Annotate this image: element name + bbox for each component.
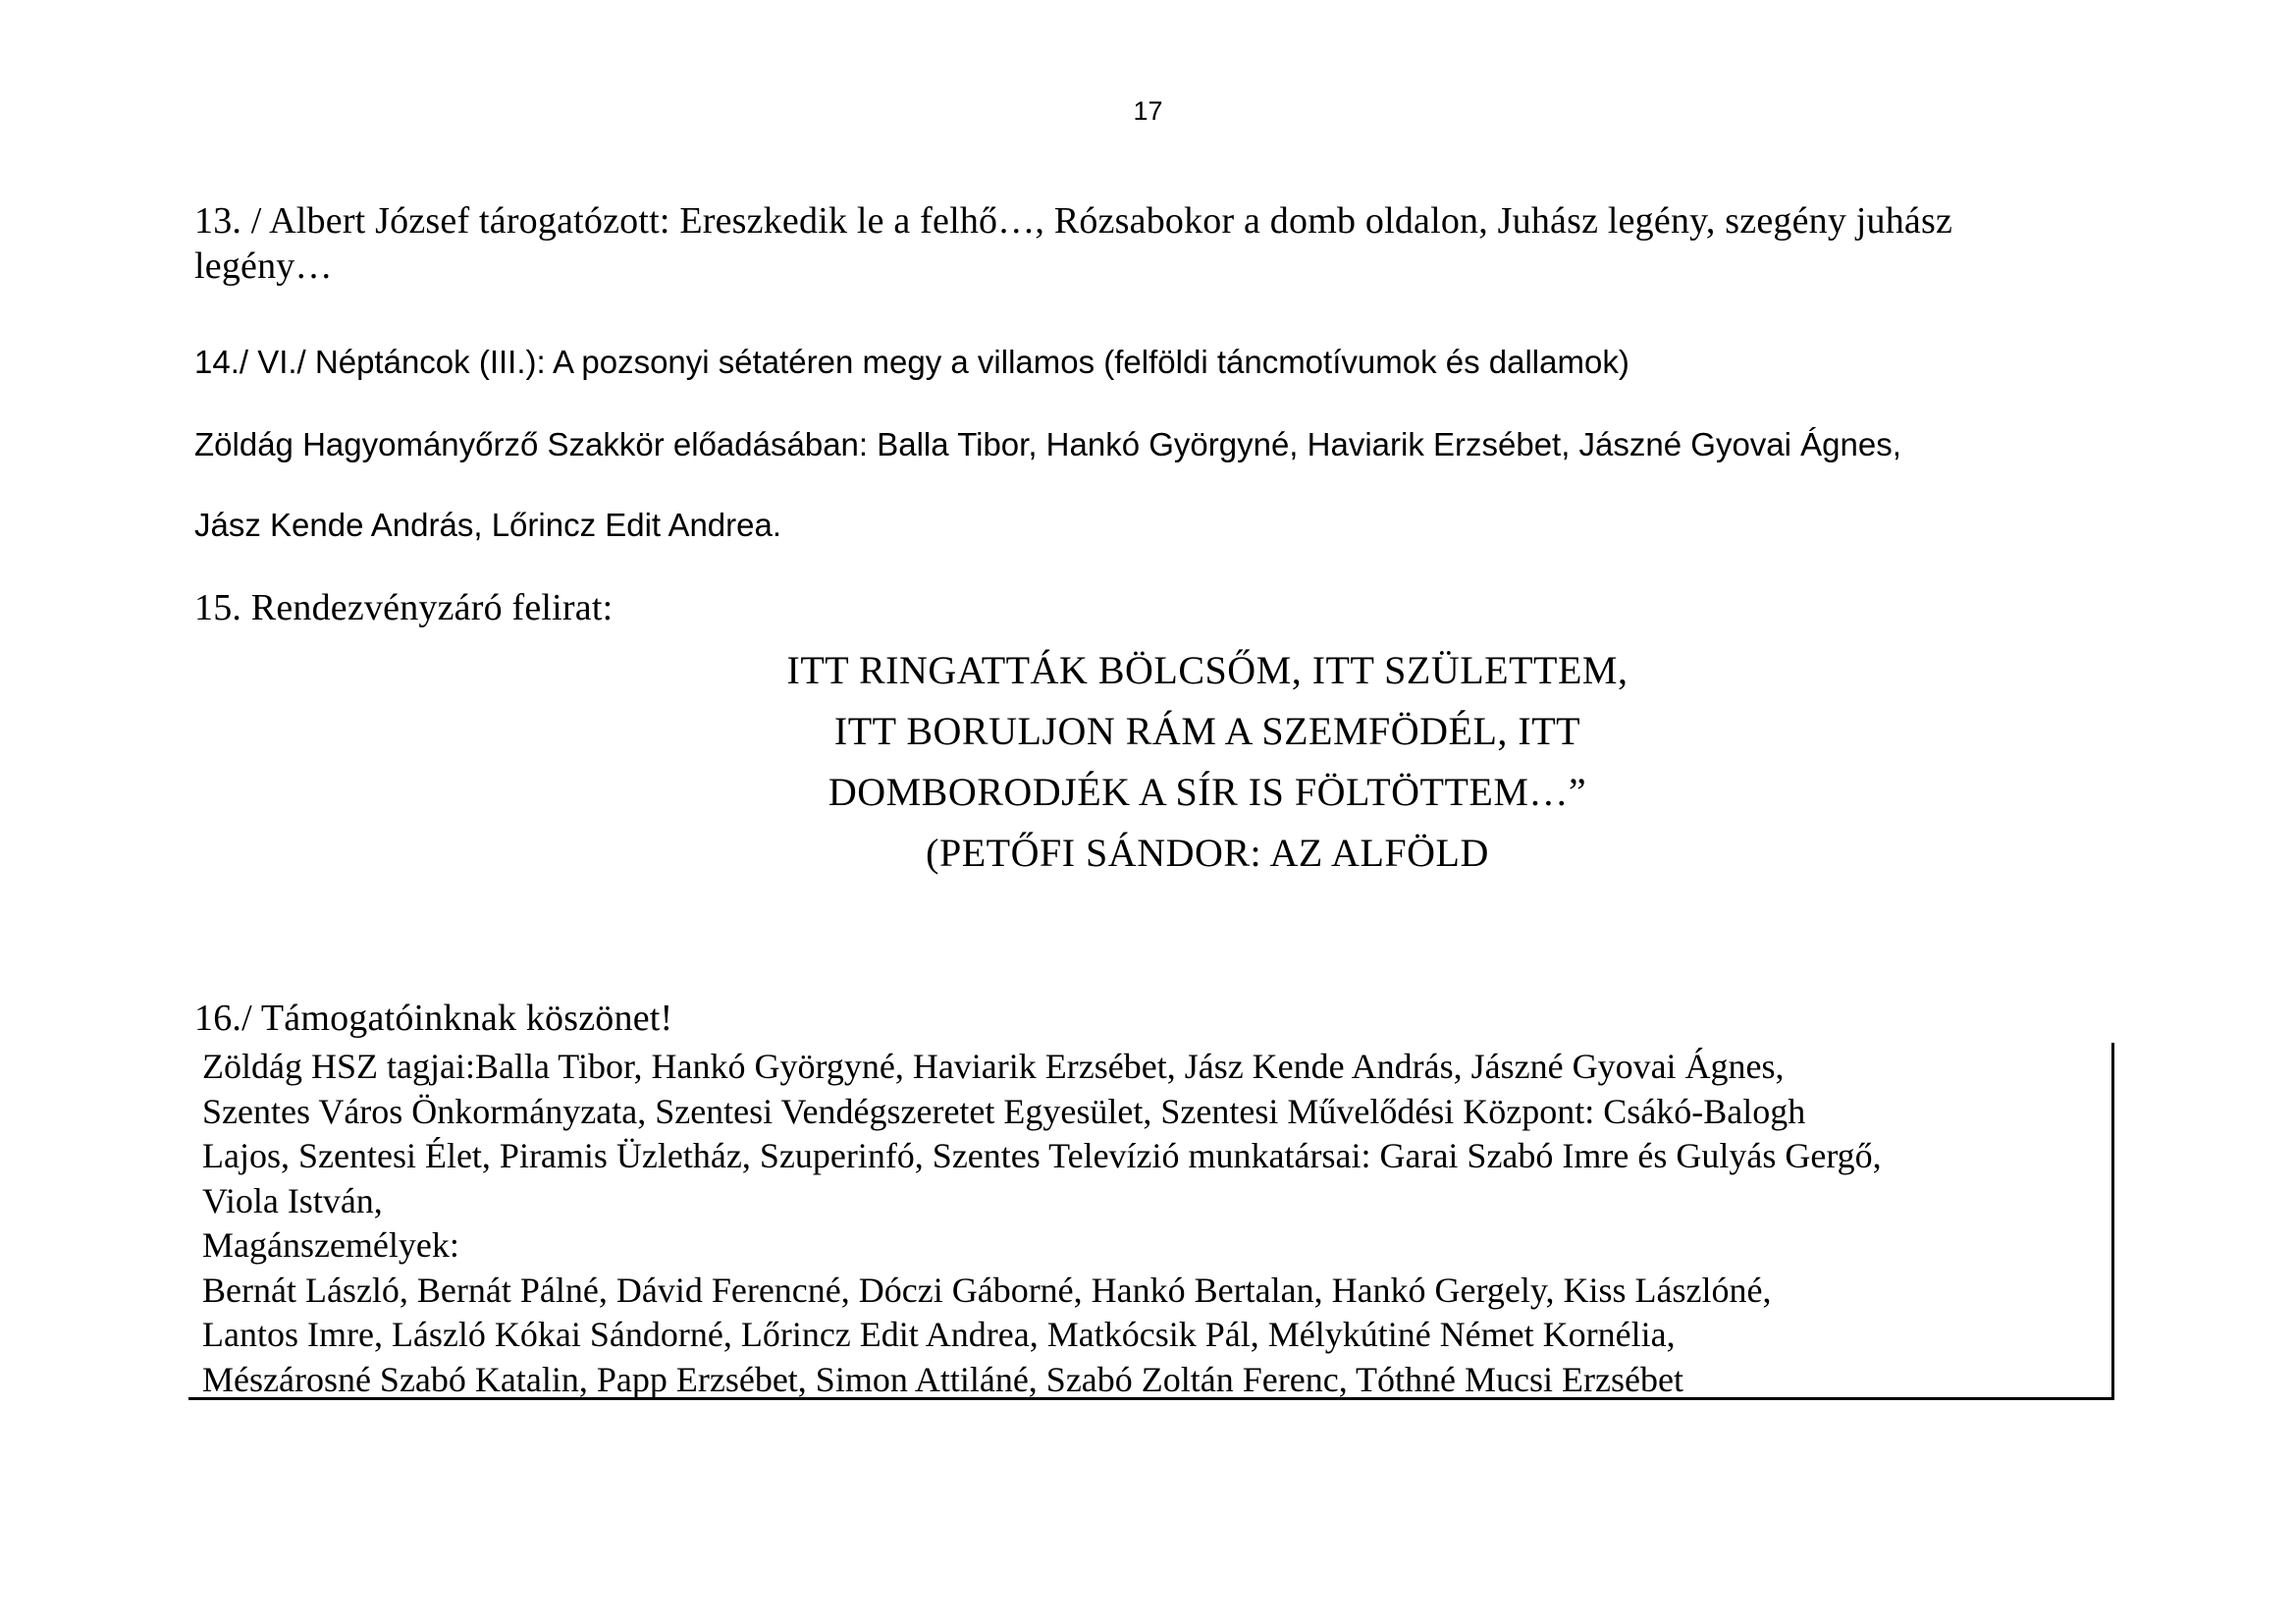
supporters-line-3: Lajos, Szentesi Élet, Piramis Üzletház, Szuperinfó, Szentes Televízió munkatársai: Garai Szabó Imre és Gulyás Gergő,	[202, 1136, 1882, 1175]
inscription-line-1: ITT RINGATTÁK BÖLCSŐM, ITT SZÜLETTEM,	[786, 648, 1629, 692]
supporters-line-8: Mészárosné Szabó Katalin, Papp Erzsébet, Simon Attiláné, Szabó Zoltán Ferenc, Tóthné Mucsi Erzsébet	[202, 1359, 1683, 1399]
supporters-box	[188, 1043, 2114, 1400]
inscription-attribution: (PETŐFI SÁNDOR: AZ ALFÖLD	[926, 831, 1489, 875]
inscription-line-3: DOMBORODJÉK A SÍR IS FÖLTÖTTEM…”	[828, 770, 1587, 814]
supporters-line-7: Lantos Imre, László Kókai Sándorné, Lőrincz Edit Andrea, Matkócsik Pál, Mélykútiné Német Kornélia,	[202, 1315, 1676, 1354]
closing-inscription	[766, 640, 1649, 884]
item-13-line-2: legény…	[194, 245, 333, 287]
supporters-line-4: Viola István,	[202, 1180, 383, 1220]
inscription-line-2: ITT BORULJON RÁM A SZEMFÖDÉL, ITT	[833, 709, 1581, 753]
item-14-performers-line-2: Jász Kende András, Lőrincz Edit Andrea.	[194, 507, 782, 543]
item-14-title: 14./ VI./ Néptáncok (III.): A pozsonyi sétatéren megy a villamos (felföldi táncmotívumok és dallamok)	[194, 344, 1629, 380]
supporters-text	[202, 1045, 1882, 1402]
page-number: 17	[1133, 96, 1163, 126]
supporters-line-2: Szentes Város Önkormányzata, Szentesi Vendégszeretet Egyesület, Szentesi Művelődési Központ: Csákó-Balogh	[202, 1091, 1806, 1131]
item-15-title: 15. Rendezvényzáró felirat:	[194, 587, 614, 628]
item-16-title: 16./ Támogatóinknak köszönet!	[194, 998, 673, 1039]
supporters-line-6: Bernát László, Bernát Pálné, Dávid Ferencné, Dóczi Gáborné, Hankó Bertalan, Hankó Gergely, Kiss Lászlóné,	[202, 1270, 1772, 1310]
item-14-performers-line-1: Zöldág Hagyományőrző Szakkör előadásában: Balla Tibor, Hankó Györgyné, Haviarik Erzsébet, Jászné Gyovai Ágnes,	[194, 426, 1901, 462]
item-13-line-1: 13. / Albert József tárogatózott: Ereszkedik le a felhő…, Rózsabokor a domb oldalon, Juhász legény, szegény juhász	[194, 200, 1953, 242]
supporters-heading-individuals: Magánszemélyek:	[202, 1225, 459, 1265]
supporters-line-1: Zöldág HSZ tagjai:Balla Tibor, Hankó Györgyné, Haviarik Erzsébet, Jász Kende András, Jászné Gyovai Ágnes,	[202, 1047, 1785, 1086]
